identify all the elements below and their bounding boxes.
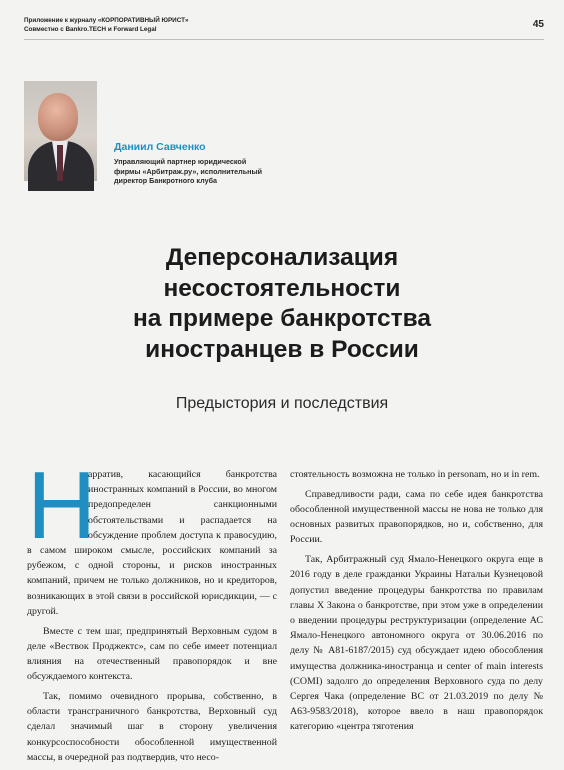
paragraph: Справедливости ради, сама по себе идея банкротства обособленной имущественной массы не нова не только для основных развитых правопорядков, но и, собственно, для России. xyxy=(290,488,543,546)
author-block xyxy=(114,141,304,186)
photo-head xyxy=(38,93,78,141)
title-line: иностранцев в России xyxy=(145,335,419,363)
running-header xyxy=(24,17,544,34)
drop-cap: Н xyxy=(27,452,97,559)
author-role-line: Управляющий партнер юридической xyxy=(114,157,247,166)
author-role-line: фирмы «Арбитраж.ру», исполнительный xyxy=(114,166,263,176)
title-line: на примере банкротства xyxy=(132,305,431,332)
header-divider xyxy=(24,39,544,40)
author-name: Даниил Савченко xyxy=(114,141,206,153)
article-subtitle: Предыстория и последствия xyxy=(175,395,389,412)
paragraph xyxy=(27,452,277,619)
author-role-line: директор Банкротного клуба xyxy=(114,176,218,186)
author-photo xyxy=(24,81,97,181)
body-column-right xyxy=(290,467,543,739)
paragraph: стоятельность возможна не только in personam, но и in rem. xyxy=(290,469,540,480)
article-title xyxy=(40,243,524,365)
paragraph: Так, помимо очевидного прорыва, собственно, в области трансграничного банкротства, Верховный суд сделал значимый шаг в сторону увеличения конкурсоспособности обособленной имущественной массы, в очередной раз подтвердив, что несо- xyxy=(27,691,277,763)
photo-tie xyxy=(57,145,63,181)
paragraph: Так, Арбитражный суд Ямало-Ненецкого округа еще в 2016 году в деле гражданки Украины Натальи Кузнецовой допустил введение процедуры банкротства по правилам главы X Закона о банкротстве, при этом уже в определении о введении процедуры реструктуризации (определение АС Ямало-Ненецкого автономного округа от 30.06.2016 по делу № А81-6187/2015) суд обсуждает идею обособления имущества должника-иностранца и center of main interests (COMI) задолго до определения Верховного суда по делу Сергея Чака (определение ВС от 21.03.2019 по делу № А63-9583/2018), которое ввело в наш правопорядок категорию «центра тяготения xyxy=(290,554,543,733)
paragraph: Вместе с тем шаг, предпринятый Верховным судом в деле «Вествок Проджектс», сам по себе имеет потенциал влияния на отечественный правопорядок и вне обсуждаемого контекста. xyxy=(27,625,277,683)
header-journal-line: Приложение к журналу «КОРПОРАТИВНЫЙ ЮРИСТ» xyxy=(24,17,189,24)
page-number: 45 xyxy=(532,19,544,30)
body-column-left xyxy=(27,452,277,770)
header-partners-line: Совместно с Bankro.TECH и Forward Legal xyxy=(24,25,157,33)
author-role xyxy=(114,157,304,186)
title-line: Деперсонализация xyxy=(165,244,399,271)
title-line: несостоятельности xyxy=(163,274,401,302)
paragraph-text: арратив, касающийся банкротства иностранных компаний в России, во многом предопределен санкционными обстоятельствами и распадается на обсуждение проблем доступа к правосудию, в самом широком смысле, российских компаний за рубежом, с одной стороны, и рисков иностранных компаний, причем не только должников, но и кредиторов, возникающих в этой связи в российской юрисдикции, — с другой. xyxy=(27,469,277,617)
